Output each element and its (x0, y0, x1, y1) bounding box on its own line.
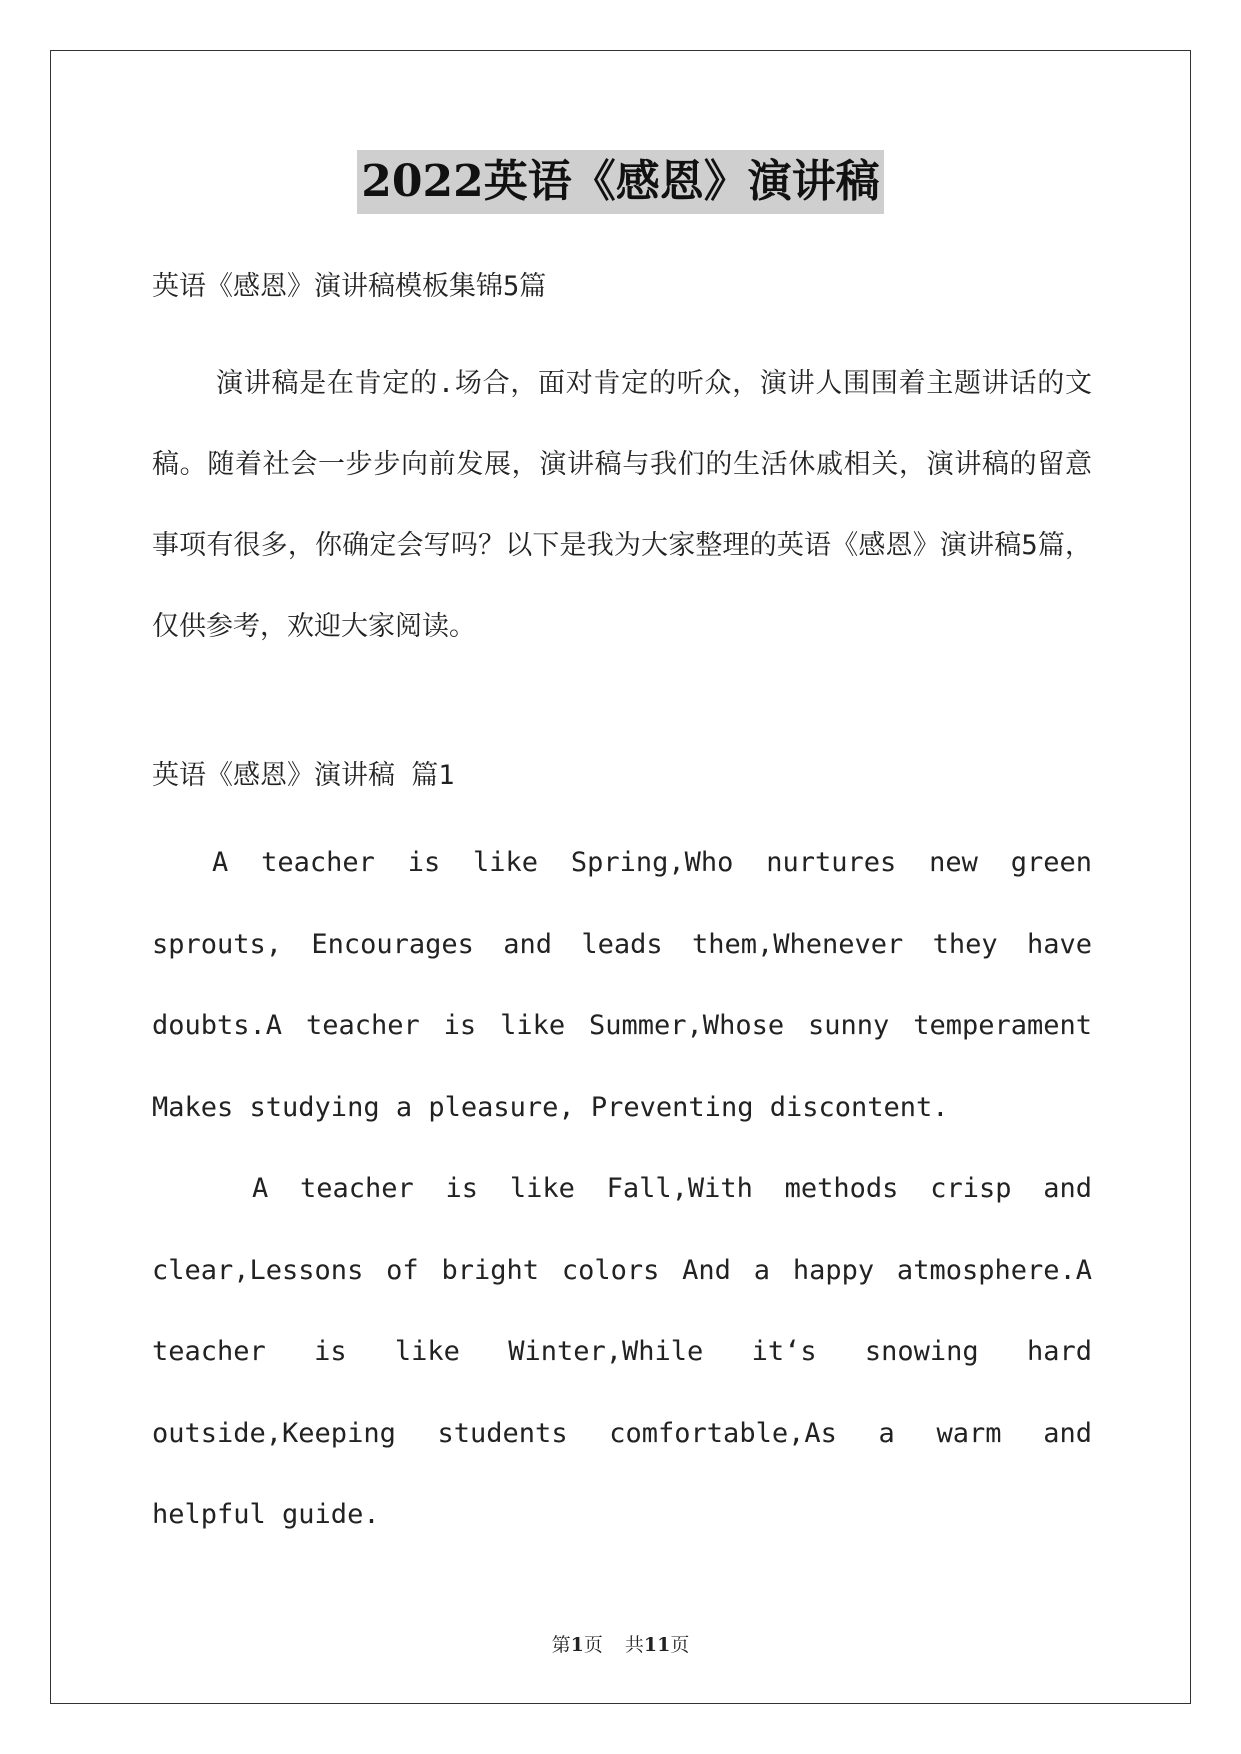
intro-paragraph: 演讲稿是在肯定的.场合，面对肯定的听众，演讲人围围着主题讲话的文稿。随着社会一步步向前发展，演讲稿与我们的生活休戚相关，演讲稿的留意事项有很多，你确定会写吗？以下是我为大家整理的英语《感恩》演讲稿5篇，仅供参考，欢迎大家阅读。 (152, 368, 1092, 642)
footer-total-pages: 11 (643, 1634, 671, 1656)
title-wrapper (0, 150, 1241, 214)
poem-paragraph-1: A teacher is like Spring,Who nurtures new green sprouts, Encourages and leads them,Whenever they have doubts.A teacher is like Summer,Whose sunny temperament Makes studying a pleasure, Preventing discontent. (152, 847, 1092, 1123)
footer-page-prefix: 第 (551, 1634, 571, 1656)
page-footer (0, 1630, 1241, 1657)
document-subtitle: 英语《感恩》演讲稿模板集锦5篇 (152, 271, 547, 302)
footer-total-prefix: 共 (624, 1634, 644, 1656)
section-heading: 英语《感恩》演讲稿 篇1 (152, 760, 455, 791)
footer-page-number: 1 (570, 1634, 584, 1656)
document-title: 2022英语《感恩》演讲稿 (357, 150, 883, 214)
footer-page-suffix: 页 (583, 1634, 603, 1656)
poem-paragraph-2: A teacher is like Fall,With methods crisp and clear,Lessons of bright colors And a happy atmosphere.A teacher is like Winter,While it‘s snowing hard outside,Keeping students comfortable,As a warm and helpful guide. (152, 1173, 1092, 1530)
footer-total-suffix: 页 (670, 1634, 690, 1656)
